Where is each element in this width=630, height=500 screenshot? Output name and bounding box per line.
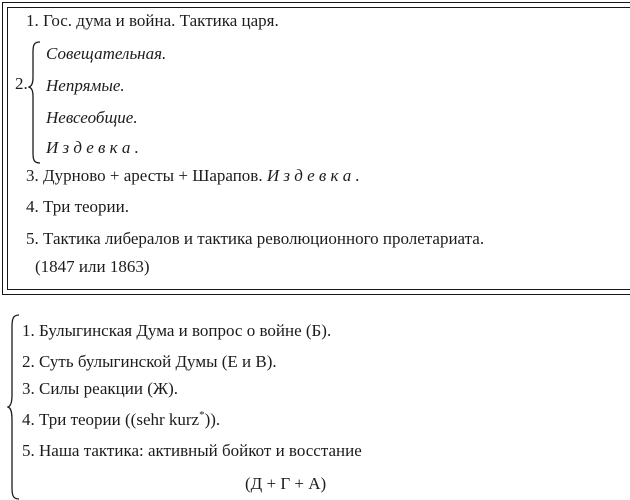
curly-brace-left-icon [28,41,41,164]
boxed-item-5-note: (1847 или 1863) [35,257,150,276]
braced-item-5: 5. Наша тактика: активный бойкот и восстание [22,441,362,460]
braced-item-2: 2. Суть булыгинской Думы (Е и В). [22,352,277,371]
footnote-asterisk: * [199,409,205,421]
braced-item-1: 1. Булыгинская Дума и вопрос о войне (Б). [22,321,332,340]
braced-item-4-pre: 4. Три теории ((sehr kurz [22,410,200,429]
braced-item-4 [22,410,220,432]
boxed-item-4: 4. Три теории. [26,197,130,216]
boxed-item-3-emphasis: И з д е в к а . [266,166,360,185]
braced-outline-footer: (Д + Г + А) [245,474,327,493]
braced-item-3: 3. Силы реакции (Ж). [22,379,178,398]
boxed-item-3 [26,166,360,186]
boxed-item-3-text: 3. Дурново + аресты + Шарапов. [26,166,267,185]
curly-brace-left-icon [7,314,20,500]
boxed-item-2-option: И з д е в к а . [46,138,139,157]
boxed-item-2-number: 2. [15,74,28,93]
boxed-item-1: 1. Гос. дума и война. Тактика царя. [26,11,279,30]
boxed-item-2-option: Совещательная. [46,44,167,63]
boxed-item-2-option: Невсеобщие. [46,108,138,127]
boxed-item-2-option: Непрямые. [46,76,125,95]
braced-item-4-post: )). [204,410,221,429]
boxed-item-5: 5. Тактика либералов и тактика революционного пролетариата. [26,229,485,248]
